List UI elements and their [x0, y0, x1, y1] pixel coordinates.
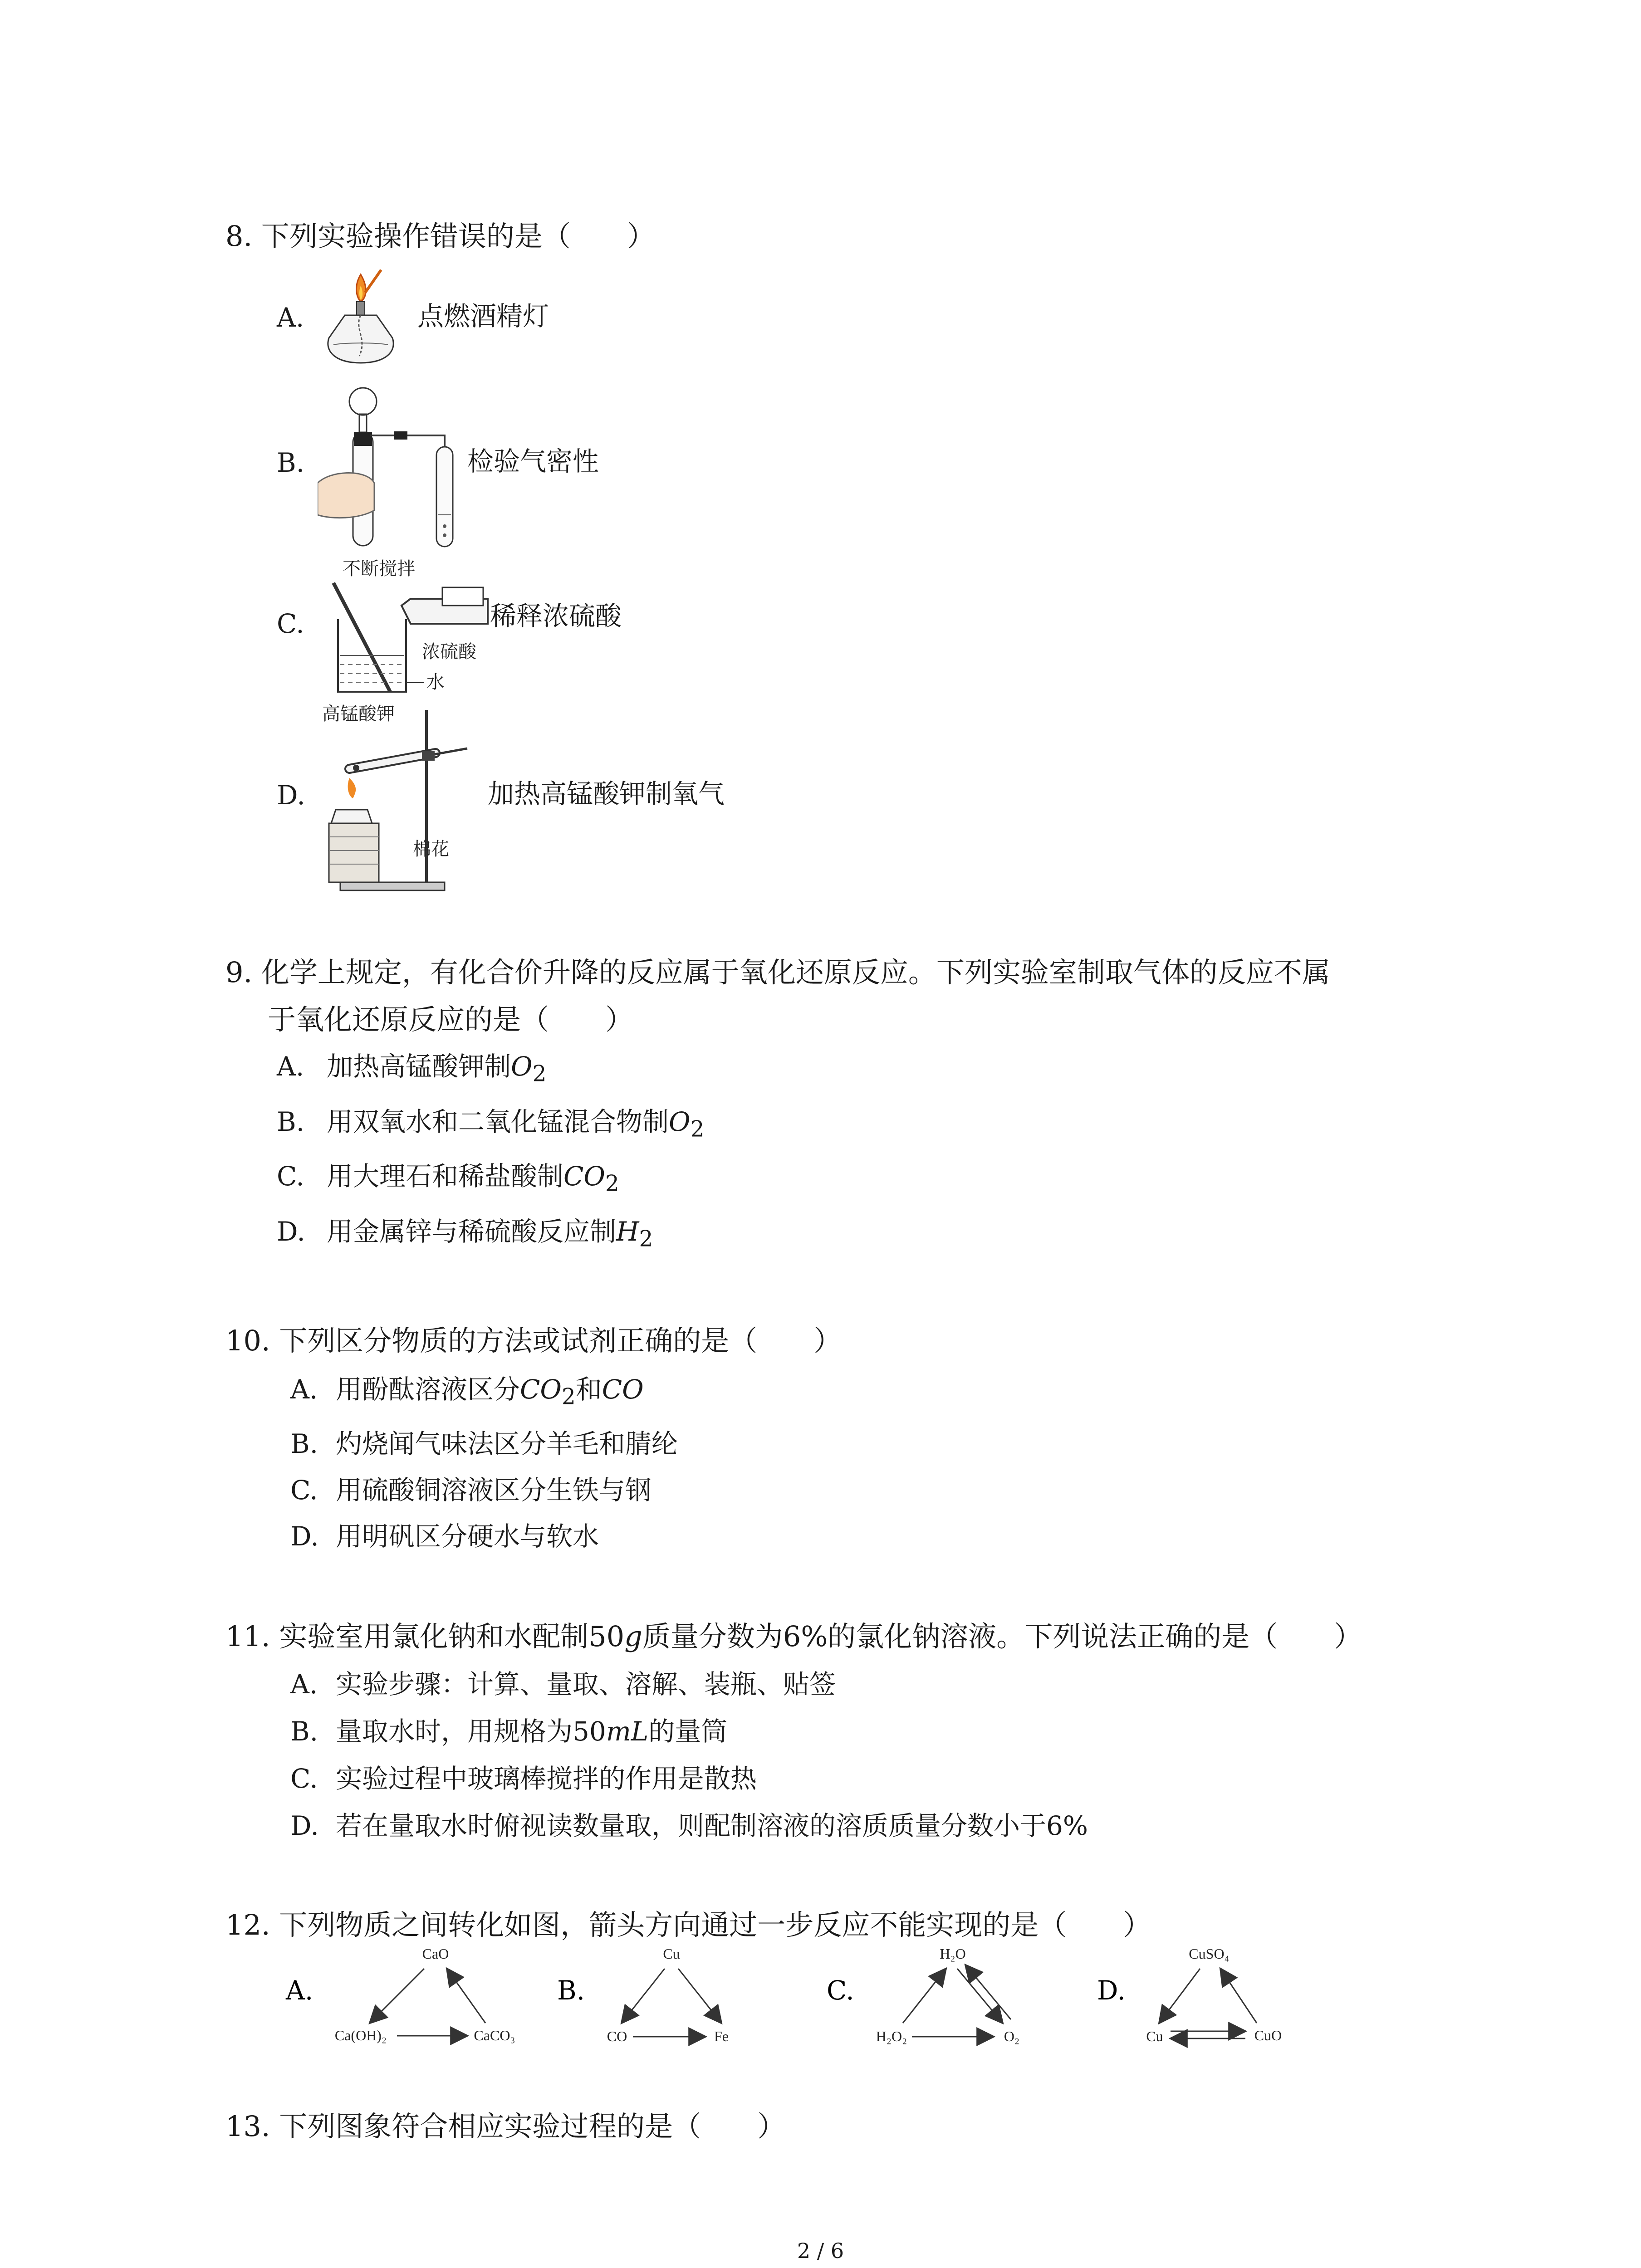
- svg-text:A.: A.: [286, 1975, 314, 2006]
- alcohol-lamp-lighting-figure: [318, 265, 404, 374]
- q11-option-b: B. 量取水时，用规格为50mL的量筒: [290, 1716, 728, 1747]
- q12-option-d-diagram: [1097, 1945, 1282, 2044]
- svg-text:H₂O: H₂O: [940, 1945, 966, 1962]
- q11-option-a: A. 实验步骤：计算、量取、溶解、装瓶、贴签: [290, 1669, 836, 1700]
- q10-option-a: A. 用酚酞溶液区分$CO_2$和CO: [290, 1374, 644, 1410]
- q12-stem: 12. 下列物质之间转化如图，箭头方向通过一步反应不能实现的是（ ）: [225, 1908, 1151, 1941]
- q10-option-c: C. 用硫酸铜溶液区分生铁与钢: [290, 1475, 652, 1505]
- q10-option-d: D. 用明矾区分硬水与软水: [290, 1521, 599, 1552]
- q9-stem-line1: 9. 化学上规定，有化合价升降的反应属于氧化还原反应。下列实验室制取气体的反应不属: [225, 956, 1330, 989]
- svg-text:Cu: Cu: [663, 1945, 680, 1962]
- svg-text:Fe: Fe: [714, 2028, 729, 2044]
- q9-option-b: B. 用双氧水和二氧化锰混合物制$O_2$: [277, 1106, 705, 1142]
- svg-text:Cu: Cu: [1146, 2028, 1163, 2044]
- svg-text:CuO: CuO: [1254, 2027, 1282, 2043]
- svg-text:D.: D.: [1097, 1975, 1126, 2006]
- label-stir: 不断搅拌: [343, 558, 415, 579]
- q8-stem: 8. 下列实验操作错误的是（ ）: [225, 220, 655, 253]
- q8-option-d-label: D.: [277, 780, 305, 811]
- q8-option-b-label: B.: [277, 447, 305, 478]
- q11-option-d: D. 若在量取水时俯视读数量取，则配制溶液的溶质质量分数小于6%: [290, 1810, 1088, 1841]
- kmno4-heating-figure: [318, 701, 490, 896]
- q9-option-a: A. 加热高锰酸钾制$O_2$: [277, 1051, 547, 1087]
- svg-text:C.: C.: [827, 1975, 854, 2006]
- dilute-sulfuric-acid-figure: [320, 556, 492, 701]
- q12-option-a-diagram: [285, 1945, 515, 2043]
- q9-option-d: D. 用金属锌与稀硫酸反应制$H_2$: [277, 1216, 653, 1252]
- q10-option-b: B. 灼烧闻气味法区分羊毛和腈纶: [290, 1428, 678, 1459]
- svg-text:Ca(OH)₂: Ca(OH)₂: [334, 2027, 387, 2043]
- q11-stem: 11. 实验室用氯化钠和水配制50g质量分数为6%的氯化钠溶液。下列说法正确的是（ ）: [225, 1620, 1362, 1653]
- q12-option-b-diagram: [557, 1945, 729, 2044]
- svg-text:CO: CO: [607, 2028, 627, 2044]
- q9-stem-line2: 于氧化还原反应的是（ ）: [268, 1003, 634, 1036]
- label-conc-acid: 浓硫酸: [422, 641, 476, 662]
- q8-option-a-label: A.: [277, 302, 304, 333]
- svg-text:B.: B.: [557, 1975, 585, 2006]
- q8-option-b-text: 检验气密性: [467, 446, 599, 477]
- q8-option-c-text: 稀释浓硫酸: [490, 601, 622, 631]
- q11-option-c: C. 实验过程中玻璃棒搅拌的作用是散热: [290, 1763, 757, 1794]
- q13-stem: 13. 下列图象符合相应实验过程的是（ ）: [225, 2110, 786, 2143]
- label-kmno4: 高锰酸钾: [322, 704, 395, 724]
- page-number: 2 / 6: [797, 2239, 844, 2263]
- q8-option-c-label: C.: [277, 608, 304, 639]
- svg-text:O₂: O₂: [1004, 2028, 1020, 2044]
- q10-stem: 10. 下列区分物质的方法或试剂正确的是（ ）: [225, 1324, 842, 1357]
- svg-text:H₂O₂: H₂O₂: [876, 2028, 907, 2044]
- q8-option-d-text: 加热高锰酸钾制氧气: [488, 778, 725, 809]
- label-water: 水: [426, 672, 445, 693]
- airtightness-check-figure: [318, 383, 463, 551]
- q9-option-c: C. 用大理石和稀盐酸制$CO_2$: [277, 1161, 619, 1197]
- svg-text:CaO: CaO: [422, 1945, 449, 1962]
- svg-text:CuSO₄: CuSO₄: [1189, 1945, 1230, 1962]
- q8-option-a-text: 点燃酒精灯: [417, 301, 549, 332]
- svg-text:CaCO₃: CaCO₃: [474, 2027, 515, 2043]
- q12-conversion-diagrams: [0, 1941, 1641, 2059]
- label-cotton: 棉花: [413, 839, 449, 860]
- q12-option-c-diagram: [827, 1945, 1019, 2044]
